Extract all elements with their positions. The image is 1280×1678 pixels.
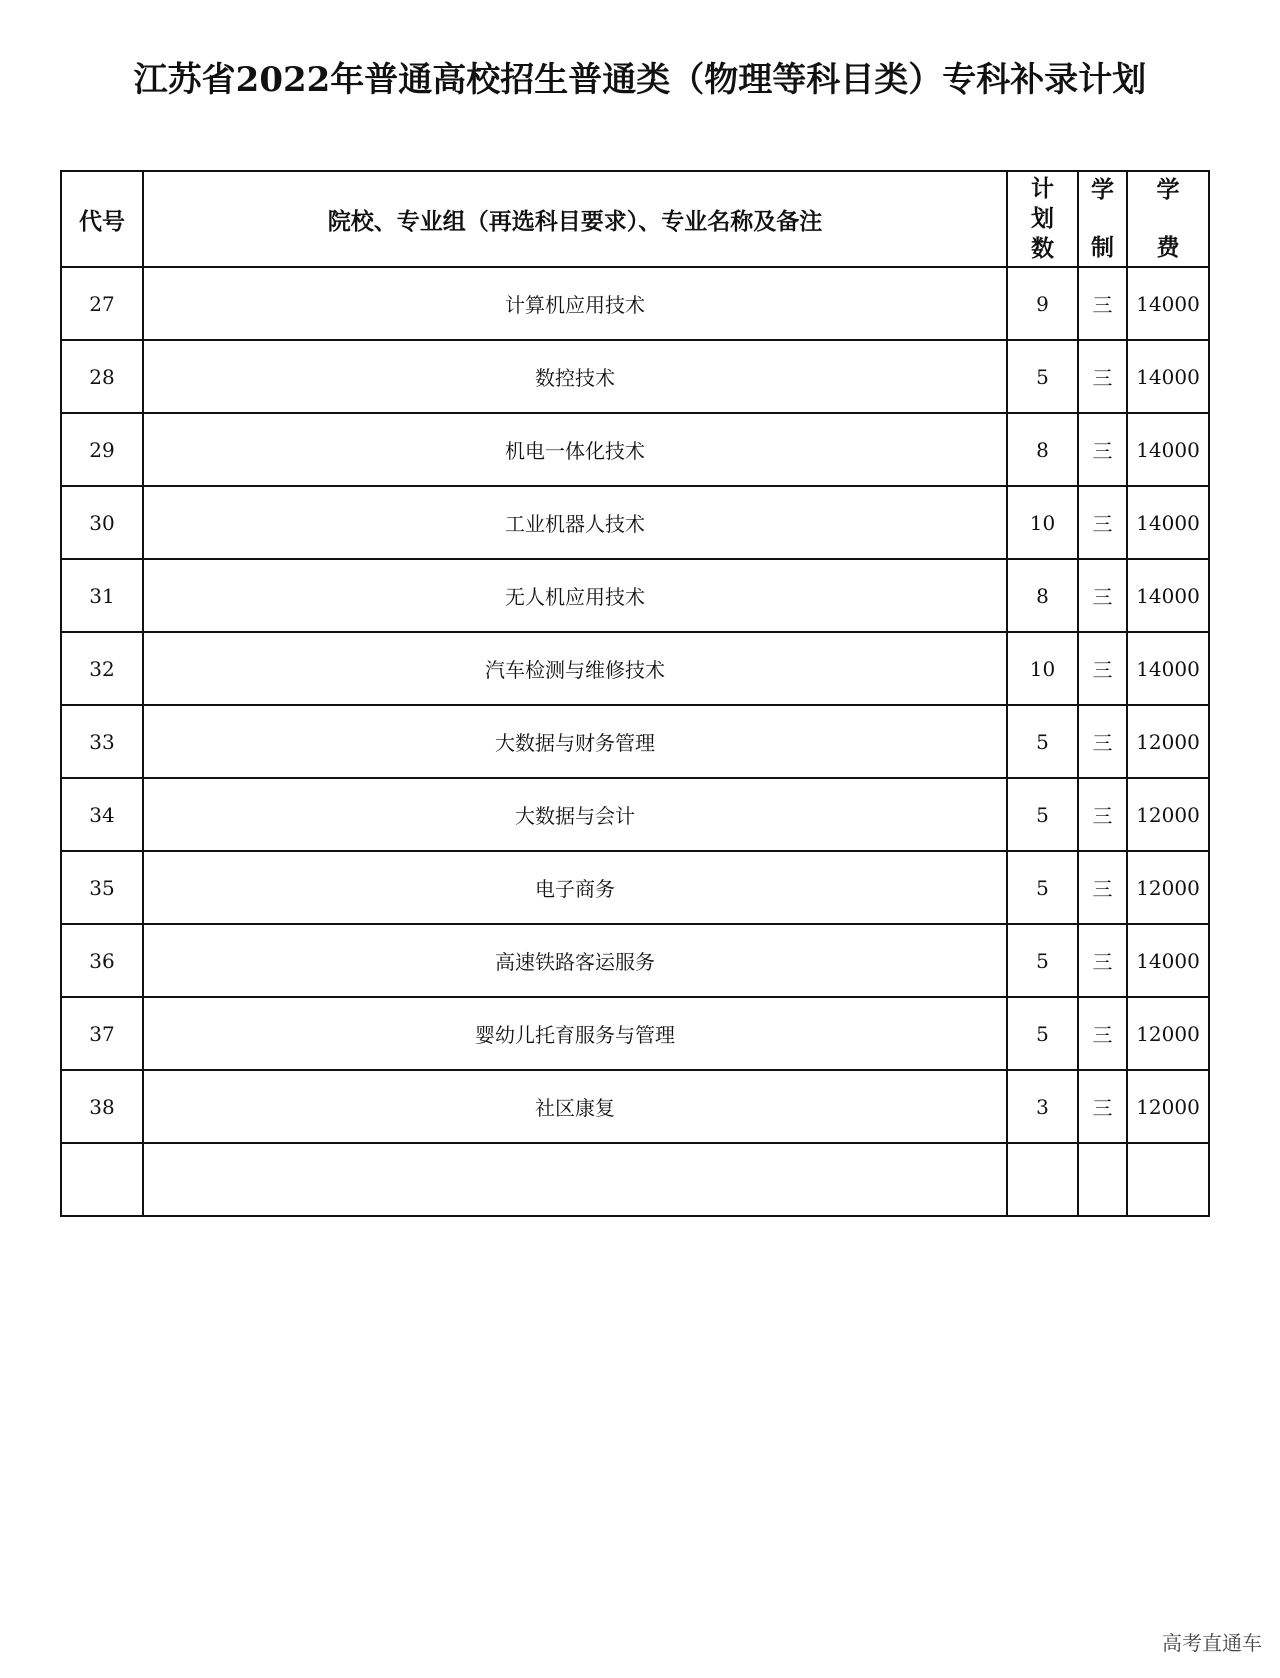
row-code: 35 (61, 851, 143, 924)
row-code: 38 (61, 1070, 143, 1143)
row-plan-count: 9 (1007, 267, 1078, 340)
row-fee (1127, 1143, 1209, 1216)
table-header-row (61, 171, 1209, 267)
row-fee: 12000 (1127, 851, 1209, 924)
header-plan-char: 计 (1031, 176, 1054, 202)
row-fee: 12000 (1127, 997, 1209, 1070)
header-plan (1007, 171, 1078, 267)
row-plan-count: 5 (1007, 924, 1078, 997)
row-plan-count: 5 (1007, 851, 1078, 924)
row-duration: 三 (1078, 705, 1127, 778)
table-row (61, 632, 1209, 705)
row-code: 32 (61, 632, 143, 705)
row-duration: 三 (1078, 486, 1127, 559)
row-major-name: 无人机应用技术 (143, 559, 1007, 632)
row-plan-count: 5 (1007, 778, 1078, 851)
header-duration (1078, 171, 1127, 267)
row-major-name: 社区康复 (143, 1070, 1007, 1143)
table-row (61, 413, 1209, 486)
row-fee: 14000 (1127, 413, 1209, 486)
row-plan-count: 10 (1007, 632, 1078, 705)
header-code: 代号 (61, 171, 143, 267)
row-major-name: 数控技术 (143, 340, 1007, 413)
enrollment-plan-table (60, 170, 1210, 1217)
row-major-name: 计算机应用技术 (143, 267, 1007, 340)
row-duration (1078, 1143, 1127, 1216)
row-duration: 三 (1078, 1070, 1127, 1143)
header-fee (1127, 171, 1209, 267)
header-name: 院校、专业组（再选科目要求）、专业名称及备注 (143, 171, 1007, 267)
table-row (61, 1070, 1209, 1143)
header-plan-char: 划 (1031, 206, 1054, 232)
row-code: 36 (61, 924, 143, 997)
table-row (61, 340, 1209, 413)
row-major-name: 大数据与会计 (143, 778, 1007, 851)
row-duration: 三 (1078, 997, 1127, 1070)
row-code: 27 (61, 267, 143, 340)
row-duration: 三 (1078, 632, 1127, 705)
row-code: 28 (61, 340, 143, 413)
row-duration: 三 (1078, 559, 1127, 632)
header-plan-char: 数 (1031, 236, 1054, 262)
row-duration: 三 (1078, 851, 1127, 924)
row-major-name: 大数据与财务管理 (143, 705, 1007, 778)
table-row (61, 705, 1209, 778)
row-plan-count (1007, 1143, 1078, 1216)
row-duration: 三 (1078, 267, 1127, 340)
row-fee: 14000 (1127, 559, 1209, 632)
header-fee-char: 费 (1156, 235, 1180, 261)
table-row-empty (61, 1143, 1209, 1216)
row-duration: 三 (1078, 778, 1127, 851)
table-row (61, 486, 1209, 559)
row-fee: 12000 (1127, 1070, 1209, 1143)
row-plan-count: 5 (1007, 997, 1078, 1070)
watermark-text: 高考直通车 (1162, 1631, 1262, 1655)
table-row (61, 851, 1209, 924)
row-plan-count: 8 (1007, 559, 1078, 632)
row-plan-count: 5 (1007, 340, 1078, 413)
row-code: 34 (61, 778, 143, 851)
row-code: 33 (61, 705, 143, 778)
row-plan-count: 5 (1007, 705, 1078, 778)
row-fee: 12000 (1127, 705, 1209, 778)
row-major-name: 汽车检测与维修技术 (143, 632, 1007, 705)
table-row (61, 267, 1209, 340)
row-plan-count: 3 (1007, 1070, 1078, 1143)
row-plan-count: 8 (1007, 413, 1078, 486)
row-code (61, 1143, 143, 1216)
row-major-name: 工业机器人技术 (143, 486, 1007, 559)
table-row (61, 997, 1209, 1070)
row-fee: 14000 (1127, 924, 1209, 997)
row-major-name (143, 1143, 1007, 1216)
row-major-name: 机电一体化技术 (143, 413, 1007, 486)
row-fee: 14000 (1127, 340, 1209, 413)
row-code: 30 (61, 486, 143, 559)
row-major-name: 婴幼儿托育服务与管理 (143, 997, 1007, 1070)
table-row (61, 924, 1209, 997)
header-fee-char: 学 (1156, 177, 1180, 203)
table-row (61, 559, 1209, 632)
row-fee: 14000 (1127, 632, 1209, 705)
row-fee: 14000 (1127, 267, 1209, 340)
page-title: 江苏省2022年普通高校招生普通类（物理等科目类）专科补录计划 (133, 60, 1147, 100)
row-duration: 三 (1078, 924, 1127, 997)
row-major-name: 高速铁路客运服务 (143, 924, 1007, 997)
row-fee: 12000 (1127, 778, 1209, 851)
row-code: 37 (61, 997, 143, 1070)
row-code: 29 (61, 413, 143, 486)
row-duration: 三 (1078, 340, 1127, 413)
row-duration: 三 (1078, 413, 1127, 486)
row-code: 31 (61, 559, 143, 632)
row-plan-count: 10 (1007, 486, 1078, 559)
row-fee: 14000 (1127, 486, 1209, 559)
header-duration-char: 制 (1091, 235, 1114, 261)
header-duration-char: 学 (1091, 177, 1114, 203)
table-row (61, 778, 1209, 851)
row-major-name: 电子商务 (143, 851, 1007, 924)
